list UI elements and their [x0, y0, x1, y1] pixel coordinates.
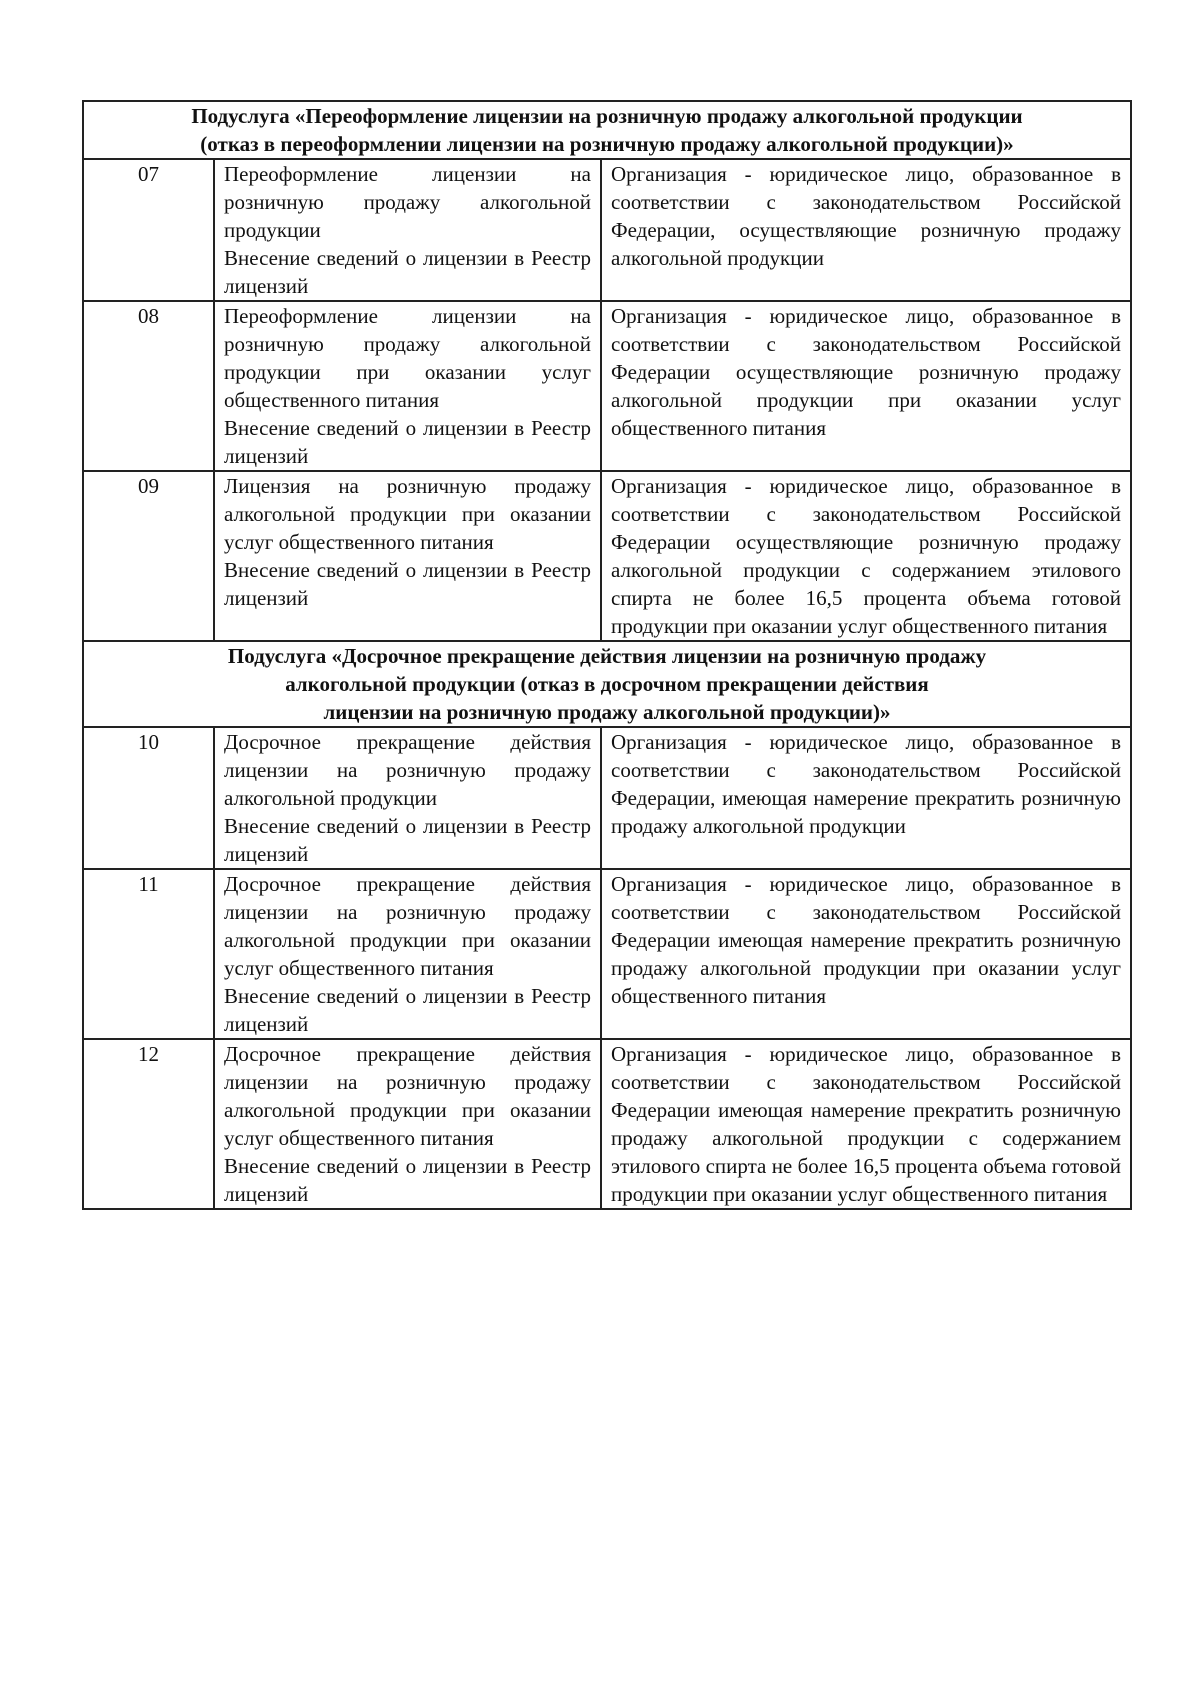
row-number: 11	[83, 869, 214, 1039]
row-number: 10	[83, 727, 214, 869]
row-number: 07	[83, 159, 214, 301]
applicant-description: Организация - юридическое лицо, образованное в соответствии с законодательством Российской Федерации осуществляющие розничную продажу алкогольной продукции при оказании услуг общественного питания	[601, 301, 1131, 471]
section-title	[83, 101, 1131, 159]
row-number: 12	[83, 1039, 214, 1209]
service-name: Досрочное прекращение действия лицензии на розничную продажу алкогольной продукции при оказании услуг общественного питания	[224, 872, 591, 980]
service-name-cell	[214, 869, 601, 1039]
row-number: 08	[83, 301, 214, 471]
applicant-description: Организация - юридическое лицо, образованное в соответствии с законодательством Российской Федерации, имеющая намерение прекратить розничную продажу алкогольной продукции	[601, 727, 1131, 869]
service-action: Внесение сведений о лицензии в Реестр лицензий	[224, 246, 591, 298]
service-action: Внесение сведений о лицензии в Реестр лицензий	[224, 416, 591, 468]
table-row	[83, 471, 1131, 641]
applicant-description: Организация - юридическое лицо, образованное в соответствии с законодательством Российской Федерации имеющая намерение прекратить розничную продажу алкогольной продукции с содержанием этилового спирта не более 16,5 процента объема готовой продукции при оказании услуг общественного питания	[601, 1039, 1131, 1209]
applicant-description: Организация - юридическое лицо, образованное в соответствии с законодательством Российской Федерации имеющая намерение прекратить розничную продажу алкогольной продукции при оказании услуг общественного питания	[601, 869, 1131, 1039]
service-name-cell	[214, 727, 601, 869]
table-row	[83, 159, 1131, 301]
table-row	[83, 869, 1131, 1039]
service-name: Досрочное прекращение действия лицензии на розничную продажу алкогольной продукции	[224, 730, 591, 810]
section-title-line: алкогольной продукции (отказ в досрочном прекращении действия	[285, 672, 929, 696]
table-row	[83, 301, 1131, 471]
service-action: Внесение сведений о лицензии в Реестр лицензий	[224, 558, 591, 610]
table-row	[83, 1039, 1131, 1209]
service-name-cell	[214, 471, 601, 641]
table-row	[83, 727, 1131, 869]
section-title	[83, 641, 1131, 727]
service-name: Переоформление лицензии на розничную продажу алкогольной продукции	[224, 162, 591, 242]
service-name: Лицензия на розничную продажу алкогольной продукции при оказании услуг общественного питания	[224, 474, 591, 554]
service-action: Внесение сведений о лицензии в Реестр лицензий	[224, 1154, 591, 1206]
section-header-row	[83, 101, 1131, 159]
applicant-description: Организация - юридическое лицо, образованное в соответствии с законодательством Российской Федерации осуществляющие розничную продажу алкогольной продукции с содержанием этилового спирта не более 16,5 процента объема готовой продукции при оказании услуг общественного питания	[601, 471, 1131, 641]
row-number: 09	[83, 471, 214, 641]
service-name-cell	[214, 301, 601, 471]
service-name-cell	[214, 1039, 601, 1209]
section-title-line: лицензии на розничную продажу алкогольной продукции)»	[323, 700, 891, 724]
section-title-line: (отказ в переоформлении лицензии на розничную продажу алкогольной продукции)»	[200, 132, 1014, 156]
service-name: Переоформление лицензии на розничную продажу алкогольной продукции при оказании услуг общественного питания	[224, 304, 591, 412]
service-name: Досрочное прекращение действия лицензии на розничную продажу алкогольной продукции при оказании услуг общественного питания	[224, 1042, 591, 1150]
section-title-line: Подуслуга «Переоформление лицензии на розничную продажу алкогольной продукции	[191, 104, 1023, 128]
services-table	[82, 100, 1132, 1210]
service-action: Внесение сведений о лицензии в Реестр лицензий	[224, 984, 591, 1036]
service-action: Внесение сведений о лицензии в Реестр лицензий	[224, 814, 591, 866]
applicant-description: Организация - юридическое лицо, образованное в соответствии с законодательством Российской Федерации, осуществляющие розничную продажу алкогольной продукции	[601, 159, 1131, 301]
section-header-row	[83, 641, 1131, 727]
service-name-cell	[214, 159, 601, 301]
section-title-line: Подуслуга «Досрочное прекращение действия лицензии на розничную продажу	[227, 644, 987, 668]
